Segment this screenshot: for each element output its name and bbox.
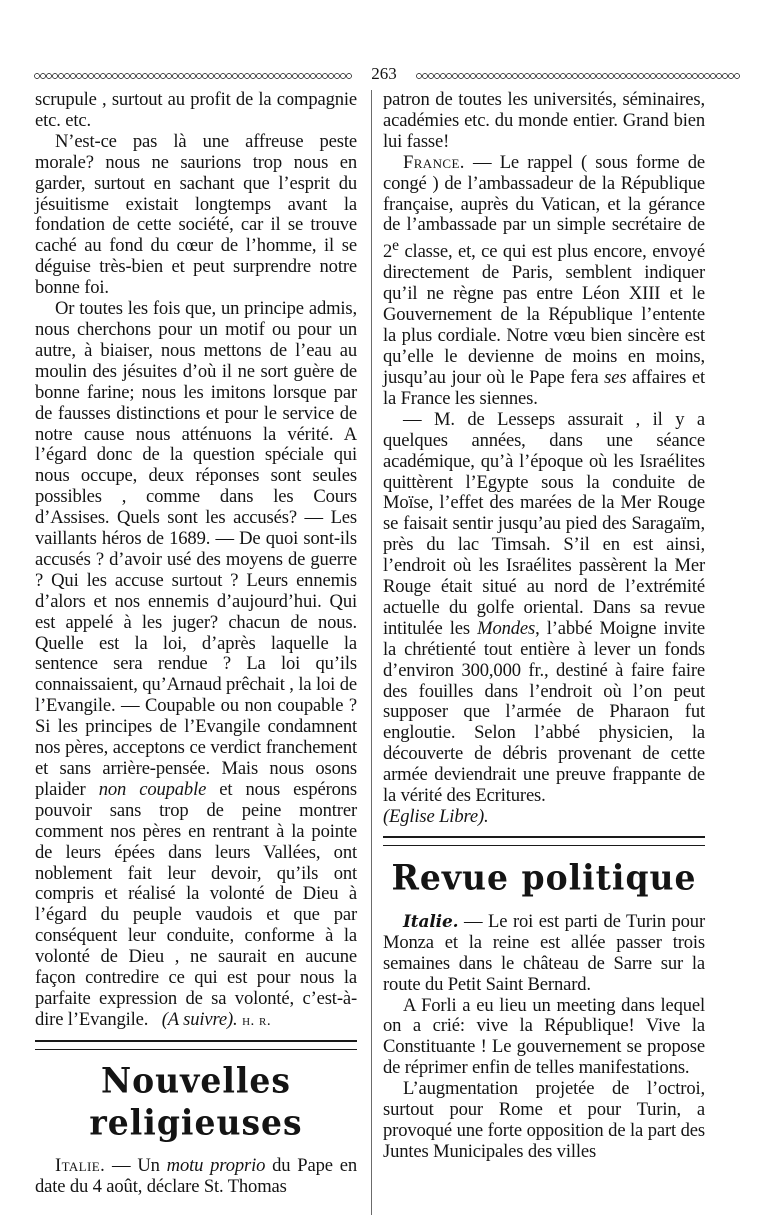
paragraph-text: , l’abbé Moigne invite la chrétienté tout entière à lever un fonds d’environ 300,000 fr., destiné à faire faire des fouilles dans l’endroit où l’on peut supposer que l’armée de Pharaon fut engloutie. Selon l’abbé physicien, la découverte de débris provenant de cette armée deviendrait une preuve frappante de la vérité des Ecritures. xyxy=(383,617,705,807)
author-initials: h. r. xyxy=(242,1012,272,1029)
superscript: e xyxy=(392,237,399,255)
paragraph-text: L’augmentation projetée de l’octroi, surtout pour Rome et pour Turin, a provoqué une forte opposition de la part des Juntes Municipales des villes xyxy=(383,1078,705,1162)
country-label: France. xyxy=(403,151,465,173)
paragraph-text: scrupule , surtout au profit de la compagnie etc. etc. xyxy=(35,89,357,131)
paragraph xyxy=(383,1079,705,1163)
italic-text: non coupable xyxy=(98,778,207,800)
paragraph xyxy=(383,153,705,410)
paragraph xyxy=(35,1156,357,1198)
paragraph-text: classe, et, ce qui est plus encore, envoyé directement de Paris, semblent indiquer qu’il ne règne pas entre Léon XIII et le Gouvernement de la République l’entente la plus cordiale. Notre vœu bien sincère est qu’elle le devienne de moins en moins, jusqu’au jour où le Pape fera xyxy=(383,241,705,388)
column-divider xyxy=(371,90,372,1215)
paragraph xyxy=(35,90,357,132)
italic-text: ses xyxy=(604,366,627,388)
paragraph-text: affaires et la France les siennes. xyxy=(383,366,705,409)
paragraph xyxy=(383,912,705,996)
section-title-revue: Revue politique xyxy=(391,856,697,898)
paragraph xyxy=(383,90,705,153)
paragraph-text: N’est-ce pas là une affreuse peste morale? nous ne saurions trop nous en garder, surtout en sachant que l’esprit du jésuitisme existait longtemps avant la fondation de cette société, car il se trouve caché au fond du cœur de l’homme, il se déguise très-bien et peut surprendre notre bonne foi. xyxy=(35,130,357,299)
to-be-continued: (A suivre). xyxy=(161,1008,238,1030)
paragraph-text: — M. de Lesseps assurait , il y a quelques années, dans une séance académique, qu’à l’époque où les Israélites quittèrent l’Egypte sous la conduite de Moïse, l’effet des marées de la Mer Rouge se faisait sentir jusqu’au pied des Saragaïm, près du lac Timsah. S’il en est ainsi, l’endroit où les Israélites passèrent la Mer Rouge était situé au nord de l’extrémité actuelle du golfe oriental. Dans sa revue intitulée les xyxy=(383,408,705,639)
left-column xyxy=(35,90,357,1198)
paragraph xyxy=(35,132,357,299)
header-ornament-right xyxy=(416,73,740,79)
paragraph-text: du Pape en date du 4 août, déclare St. Thomas xyxy=(35,1154,357,1197)
paragraph-text: Or toutes les fois que, un principe admis, nous cherchons pour un motif ou pour un autre, à biaiser, nous mettons de l’eau au moulin des jésuites d’où il ne sort guère de bonne farine; nous les imitons lorsque par de fausses distinctions et pour le service de notre cause nous atténuons la vérité. A l’égard donc de la question spéciale qui nous occupe, deux réponses sont seules possibles , comme dans les Cours d’Assises. Quels sont les accusés? — Les vaillants héros de 1689. — De quoi sont-ils accusés ? d’avoir usé des moyens de guerre ? Qui les accuse surtout ? Leurs ennemis d’alors et nos ennemis d’aujourd’hui. Qui est appelé à les juger? chacun de nous. Quelle est la loi, d’après laquelle la sentence sera rendue ? La loi qu’ils connaissaient, qu’Arnaud prêchait , la loi de l’Evangile. — Coupable ou non coupable ? Si les principes de l’Evangile condamnent nos pères, acceptons ce verdict franchement et sans arrière-pensée. Mais nous osons plaider xyxy=(35,298,357,800)
header-ornament-left xyxy=(34,73,352,79)
country-label: Italie. xyxy=(55,1154,106,1176)
page-number: 263 xyxy=(371,64,397,83)
paragraph-text: — Le rappel ( sous forme de congé ) de l’ambassadeur de la République française, auprès du Vatican, et la gérance de l’ambassade par un simple secrétaire de 2 xyxy=(383,151,705,263)
right-column xyxy=(383,90,705,1163)
paragraph-text: — Un xyxy=(105,1154,167,1176)
italic-text: motu proprio xyxy=(166,1154,266,1176)
section-rule xyxy=(383,836,705,846)
country-label: Italie. xyxy=(403,911,459,932)
italic-text: Mondes xyxy=(477,617,536,639)
section-title-nouvelles: Nouvelles religieuses xyxy=(89,1059,303,1143)
paragraph xyxy=(383,996,705,1080)
paragraph xyxy=(35,299,357,1032)
paragraph xyxy=(383,410,705,807)
paragraph-text: A Forli a eu lieu un meeting dans lequel on a crié: vive la République! Vive la Constituante ! Le gouvernement se propose de réprimer enfin de telles manifestations. xyxy=(383,994,705,1079)
source-citation xyxy=(383,807,705,828)
paragraph-text: — Le roi est parti de Turin pour Monza et la reine est allée passer trois semaines dans le château de Sarre sur la route du Petit Saint Bernard. xyxy=(383,910,705,995)
paragraph-text: patron de toutes les universités, séminaires, académies etc. du monde entier. Grand bien lui fasse! xyxy=(383,89,705,152)
section-rule xyxy=(35,1040,357,1050)
source-text: (Eglise Libre). xyxy=(383,806,489,827)
page-header xyxy=(34,64,740,84)
paragraph-text: et nous espérons pouvoir sans trop de peine montrer comment nos pères en rentrant à la pointe de leurs épées dans leurs Vallées, ont noblement fait leur devoir, qu’ils ont compris et réalisé la volonté de Dieu à l’égard du peuple vaudois et que par conséquent leur conduite, conforme à la volonté de Dieu , ne saurait en aucune façon contredire ce qui est pour nous la parfaite expression de sa volonté, c’est-à-dire l’Evangile. xyxy=(35,778,357,1030)
